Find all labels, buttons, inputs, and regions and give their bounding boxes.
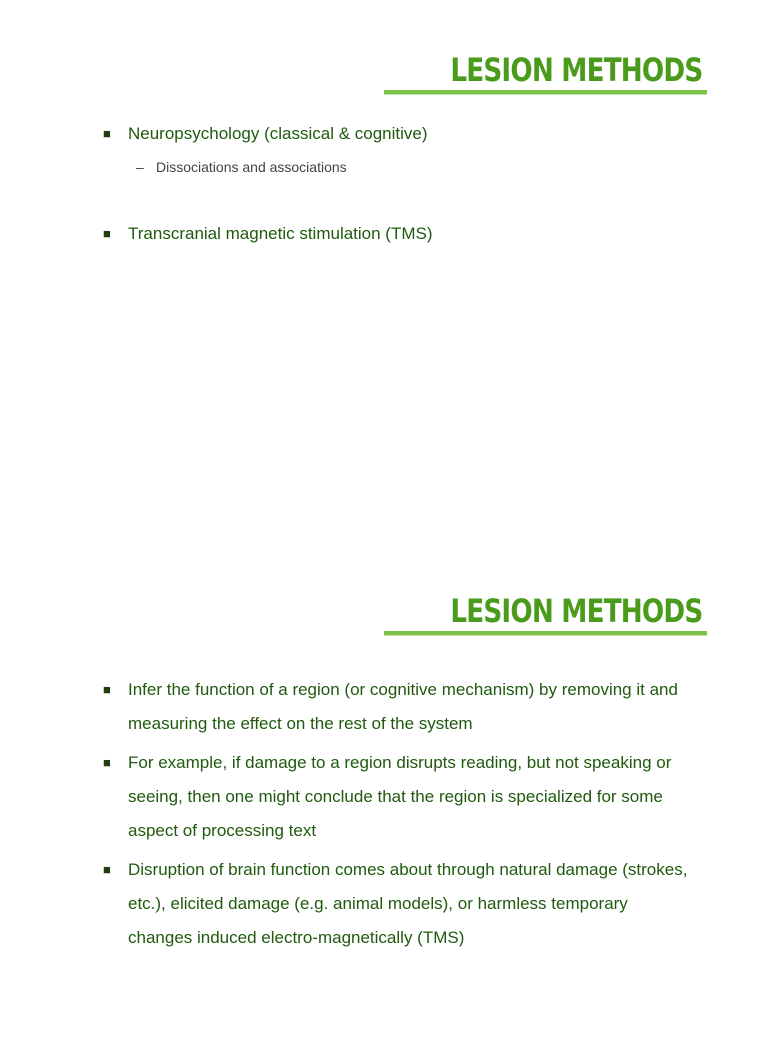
- title-underline: [384, 631, 707, 635]
- slide-title: LESION METHODS: [449, 51, 702, 89]
- bullet-square-icon: ■: [103, 126, 111, 141]
- dash-icon: –: [136, 159, 144, 175]
- bullet-square-icon: ■: [103, 226, 111, 241]
- slide-title: LESION METHODS: [449, 592, 702, 630]
- sub-bullet-text: Dissociations and associations: [156, 159, 347, 175]
- sub-bullet-item: [136, 157, 347, 177]
- slide-2: [0, 541, 768, 1053]
- slide-1: [0, 0, 768, 512]
- bullet-text: Transcranial magnetic stimulation (TMS): [128, 224, 433, 243]
- bullet-text: Infer the function of a region (or cognitive mechanism) by removing it and measuring the effect on the rest of the system: [128, 680, 678, 733]
- bullet-text: Neuropsychology (classical & cognitive): [128, 124, 428, 143]
- bullet-square-icon: ■: [103, 682, 111, 697]
- title-underline: [384, 90, 707, 94]
- bullet-text: For example, if damage to a region disrupts reading, but not speaking or seeing, then one might conclude that the region is specialized for some aspect of processing text: [128, 753, 672, 840]
- bullet-text: Disruption of brain function comes about through natural damage (strokes, etc.), elicited damage (e.g. animal models), or harmless temporary changes induced electro-magnetically (TMS): [128, 860, 688, 947]
- bullet-square-icon: ■: [103, 755, 111, 770]
- bullet-square-icon: ■: [103, 862, 111, 877]
